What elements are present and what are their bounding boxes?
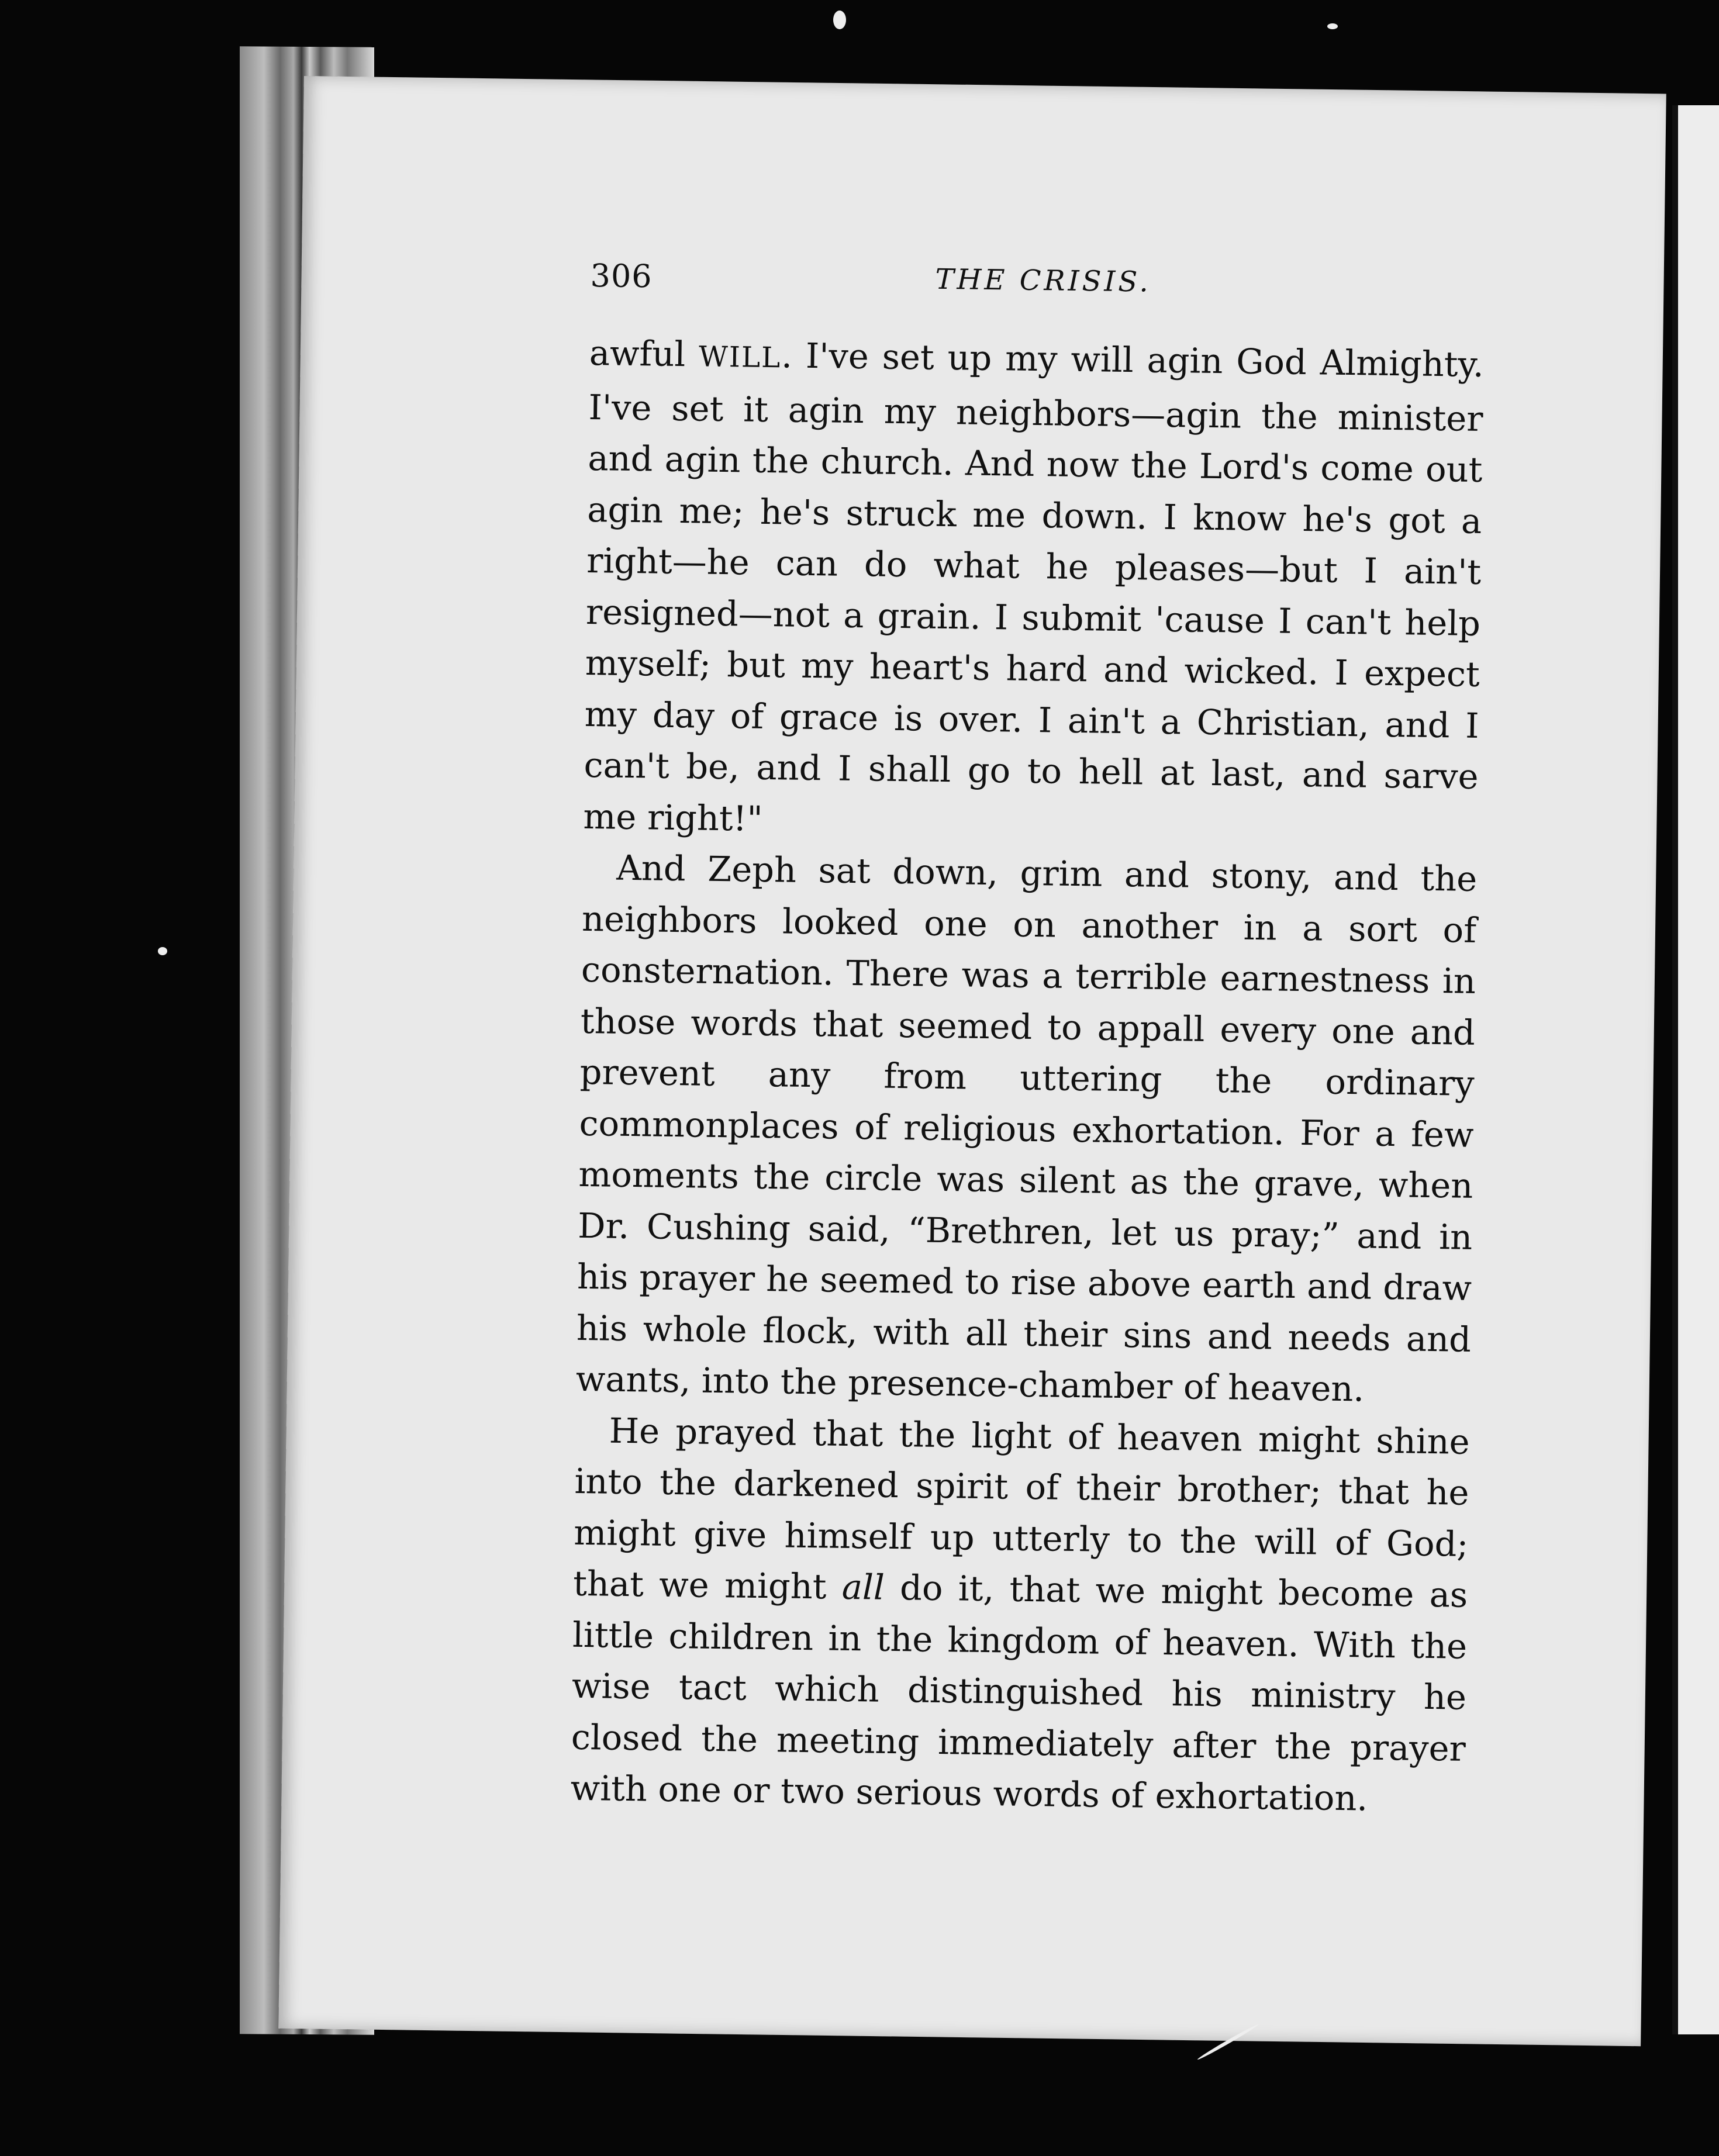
page-text <box>570 257 1485 1825</box>
page-number: 306 <box>590 257 653 295</box>
paragraph-1-start: awful <box>589 332 699 375</box>
paragraph-2: And Zeph sat down, grim and stony, and the neighbors looked one on another in a sort of consternation. There was a terrible earnestness in those words that seemed to appall every one and prevent any from uttering the ordinary commonplaces of religious exhortation. For a few moments the circle was silent as the grave, when Dr. Cushing said, “Brethren, let us pray;” and in his prayer he seemed to rise above earth and draw his whole flock, with all their sins and needs and wants, into the presence-chamber of heaven. <box>575 847 1478 1409</box>
paragraph-1 <box>583 327 1484 854</box>
paragraph-3-rest: do it, that we might become as little children in the kingdom of heaven. With the wise tact which distinguished his ministry he closed the meeting immediately after the prayer with one or two serious words of exhortation. <box>570 1567 1468 1819</box>
smallcaps-will: WILL <box>698 340 782 375</box>
running-title: THE CRISIS. <box>935 262 1152 299</box>
paragraph-3-start: He prayed that the light of heaven might shine into the darkened spirit of their brother; that he might give himself up utterly to the will of God; that we might <box>572 1410 1471 1607</box>
scan-speck <box>158 947 167 955</box>
running-head <box>589 257 1485 339</box>
facing-page-edge <box>1672 105 1719 2034</box>
italic-all: all <box>841 1566 885 1608</box>
paragraph-3 <box>570 1404 1470 1825</box>
paragraph-1-rest: . I've set up my will agin God Almighty. I've set it agin my neighbors—agin the minister and agin the church. And now the Lord's come out agin me; he's struck me down. I know he's got a right—he can do what he pleases—but I ain't resigned—not a grain. I submit 'cause I can't help myself; but my heart's hard and wicked. I expect my day of grace is over. I ain't a Christian, and I can't be, and I shall go to hell at last, and sarve me right!" <box>583 335 1485 839</box>
scan-speck <box>833 11 846 29</box>
scan-speck <box>1327 23 1338 29</box>
